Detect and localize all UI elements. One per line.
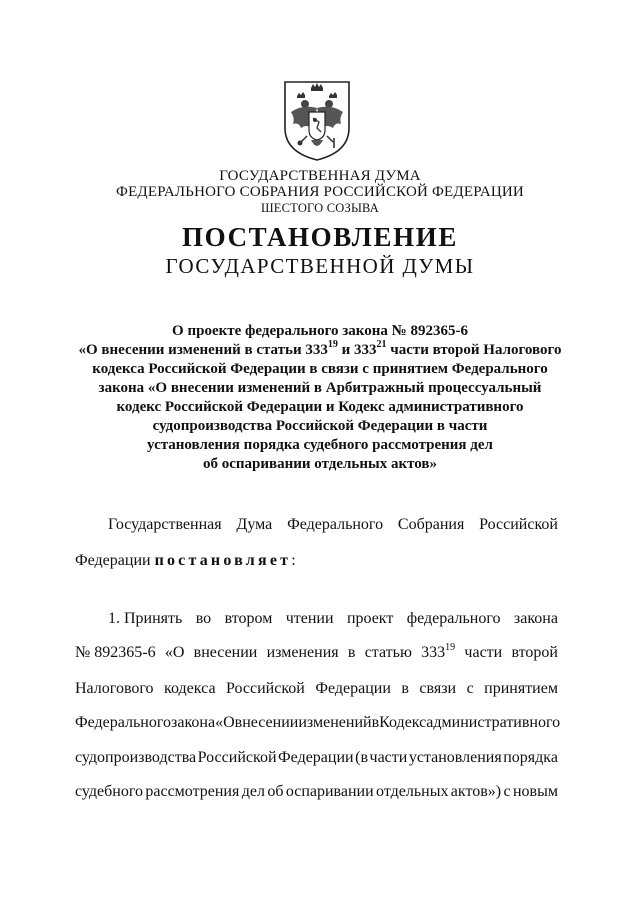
subject-line: кодекса Российской Федерации в связи с принятием Федерального bbox=[92, 361, 548, 377]
word: федерального bbox=[406, 610, 501, 627]
word: Федерации bbox=[315, 680, 391, 697]
word: Российской bbox=[197, 749, 277, 766]
word: закона bbox=[171, 714, 216, 731]
clause1-line-4 bbox=[75, 714, 561, 732]
word: оспаривании bbox=[285, 783, 374, 800]
word: с bbox=[466, 680, 474, 697]
word: об bbox=[267, 783, 284, 800]
subject-line: кодекс Российской Федерации и Кодекс административного bbox=[116, 399, 524, 415]
intro-line-2: Федерации постановляет: bbox=[75, 552, 296, 569]
word: (в bbox=[355, 749, 368, 766]
word: в bbox=[401, 680, 409, 697]
clause1-line-5 bbox=[75, 749, 558, 767]
word: Федерального bbox=[75, 714, 172, 731]
word: закона bbox=[513, 610, 558, 627]
word: Кодекс bbox=[379, 714, 427, 731]
word: в bbox=[371, 714, 380, 731]
word: проект bbox=[346, 610, 394, 627]
word: дел bbox=[241, 783, 265, 800]
word: судебного bbox=[75, 783, 143, 800]
word: административного bbox=[426, 714, 561, 731]
word: изменений bbox=[298, 714, 372, 731]
clause1-line-3 bbox=[75, 680, 558, 698]
coat-of-arms-icon bbox=[281, 78, 353, 162]
word: новым bbox=[512, 783, 558, 800]
word: во bbox=[195, 610, 212, 627]
word: актов») bbox=[450, 783, 502, 800]
subject-line: закона «О внесении изменений в Арбитражный процессуальный bbox=[98, 380, 542, 396]
document-title: ПОСТАНОВЛЕНИЕ bbox=[182, 222, 458, 252]
word: Налогового bbox=[75, 680, 154, 697]
subject-line: об оспаривании отдельных актов» bbox=[202, 456, 438, 472]
word: чтении bbox=[285, 610, 334, 627]
word: кодекса bbox=[164, 680, 216, 697]
word: порядка bbox=[503, 749, 558, 766]
word: 1. Принять bbox=[108, 610, 183, 627]
word: принятием bbox=[484, 680, 558, 697]
subject-line: установления порядка судебного рассмотрения дел bbox=[147, 437, 493, 453]
resolves-word: постановляет bbox=[154, 552, 292, 569]
word: внесении bbox=[234, 714, 299, 731]
clause1-line-6 bbox=[75, 783, 558, 801]
word: установления bbox=[408, 749, 502, 766]
word: части bbox=[369, 749, 408, 766]
header-line-1: ГОСУДАРСТВЕННАЯ ДУМА bbox=[219, 168, 421, 184]
subject-line: О проекте федерального закона № 892365-6 bbox=[172, 323, 468, 339]
word: рассмотрения bbox=[145, 783, 240, 800]
subject-block bbox=[40, 322, 600, 474]
word: «О bbox=[215, 714, 235, 731]
subject-line: судопроизводства Российской Федерации в части bbox=[152, 418, 488, 434]
word: с bbox=[503, 783, 511, 800]
word: Российской bbox=[226, 680, 305, 697]
subject-line: «О внесении изменений в статьи $333^{19}$ и $333^{21}$ части второй Налогового bbox=[78, 339, 562, 358]
header-line-2: ФЕДЕРАЛЬНОГО СОБРАНИЯ РОССИЙСКОЙ ФЕДЕРАЦИИ bbox=[116, 184, 524, 200]
word: Федерации bbox=[278, 749, 354, 766]
word: судопроизводства bbox=[75, 749, 197, 766]
word: втором bbox=[224, 610, 273, 627]
header-line-3: ШЕСТОГО СОЗЫВА bbox=[260, 201, 380, 215]
clause1-line-1 bbox=[108, 610, 558, 628]
word: отдельных bbox=[376, 783, 449, 800]
intro-line-1: Государственная Дума Федерального Собрания Российской bbox=[108, 516, 558, 533]
word: связи bbox=[419, 680, 457, 697]
clause1-line-2: № 892365-6 «О внесении изменения в статью $333^{19}$ части второй bbox=[75, 641, 558, 661]
document-subtitle: ГОСУДАРСТВЕННОЙ ДУМЫ bbox=[165, 254, 475, 278]
